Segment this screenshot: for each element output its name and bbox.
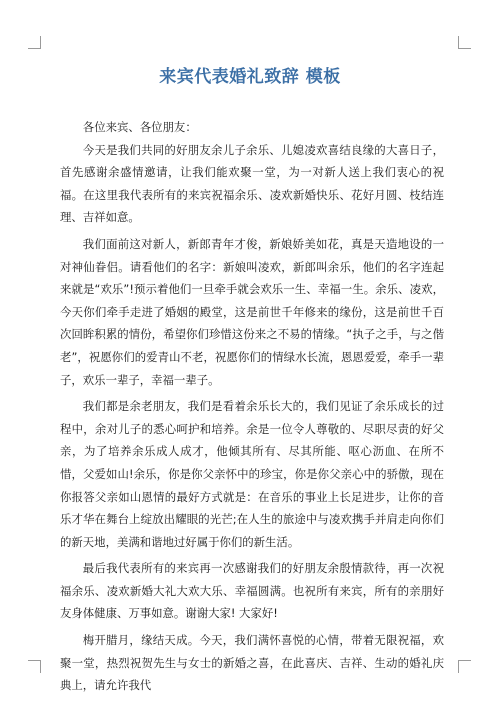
paragraph-2: 我们面前这对新人，新郎青年才俊，新娘娇美如花，真是天造地设的一对神仙眷侣。请看他们的名字：新娘叫凌欢，新郎叫余乐，他们的名字连起来就是“欢乐”!预示着他们一旦牵手就会欢乐一生、幸福一生。余乐、凌欢，今天你们牵手走进了婚姻的殿堂，这是前世千年修来的缘份，这是前世千百次回眸积累的情份，希望你们珍惜这份来之不易的情缘。“执子之手，与之偕老”，祝愿你们的爱青山不老，祝愿你们的情绿水长流，恩恩爱爱，牵手一辈子，欢乐一辈子，幸福一辈子。 (60, 236, 444, 387)
crop-mark-top-right (458, 36, 471, 49)
paragraph-3: 我们都是余老朋友，我们是看着余乐长大的，我们见证了余乐成长的过程中，余对儿子的悉心呵护和培养。余是一位令人尊敬的、尽职尽责的好父亲，为了培养余乐成人成才，他倾其所有、尽其所能、呕心沥血、在所不惜，父爱如山!余乐，你是你父亲怀中的珍宝，你是你父亲心中的骄傲，现在你报答父亲如山恩情的最好方式就是：在音乐的事业上长足进步，让你的音乐才华在舞台上绽放出耀眼的光芒;在人生的旅途中与凌欢携手并肩走向你们的新天地，美满和谐地过好属于你们的新生活。 (60, 399, 444, 549)
paragraph-1: 今天是我们共同的好朋友余儿子余乐、儿媳凌欢喜结良缘的大喜日子，首先感谢余盛情邀请，让我们能欢聚一堂，为一对新人送上我们衷心的祝福。在这里我代表所有的来宾祝福余乐、凌欢新婚快乐、花好月圆、枝结连理、吉祥如意。 (60, 142, 444, 225)
paragraph-5: 梅开腊月，缘结天成。今天，我们满怀喜悦的心情，带着无限祝福，欢聚一堂，热烈祝贺先生与女士的新婚之喜，在此喜庆、吉祥、生动的婚礼庆典上，请允许我代 (60, 633, 444, 693)
salutation: 各位来宾、各位朋友： (82, 120, 197, 134)
crop-mark-bottom-right (458, 660, 471, 673)
page-title: 来宾代表婚礼致辞 模板 (159, 67, 341, 87)
crop-mark-top-left (28, 36, 41, 49)
paragraph-4: 最后我代表所有的来宾再一次感谢我们的好朋友余殷情款待，再一次祝福余乐、凌欢新婚大礼大欢大乐、幸福圆满。也祝所有来宾，所有的亲朋好友身体健康、万事如意。谢谢大家! 大家好! (60, 561, 444, 621)
document-body (60, 116, 444, 697)
crop-mark-bottom-left (28, 660, 41, 673)
